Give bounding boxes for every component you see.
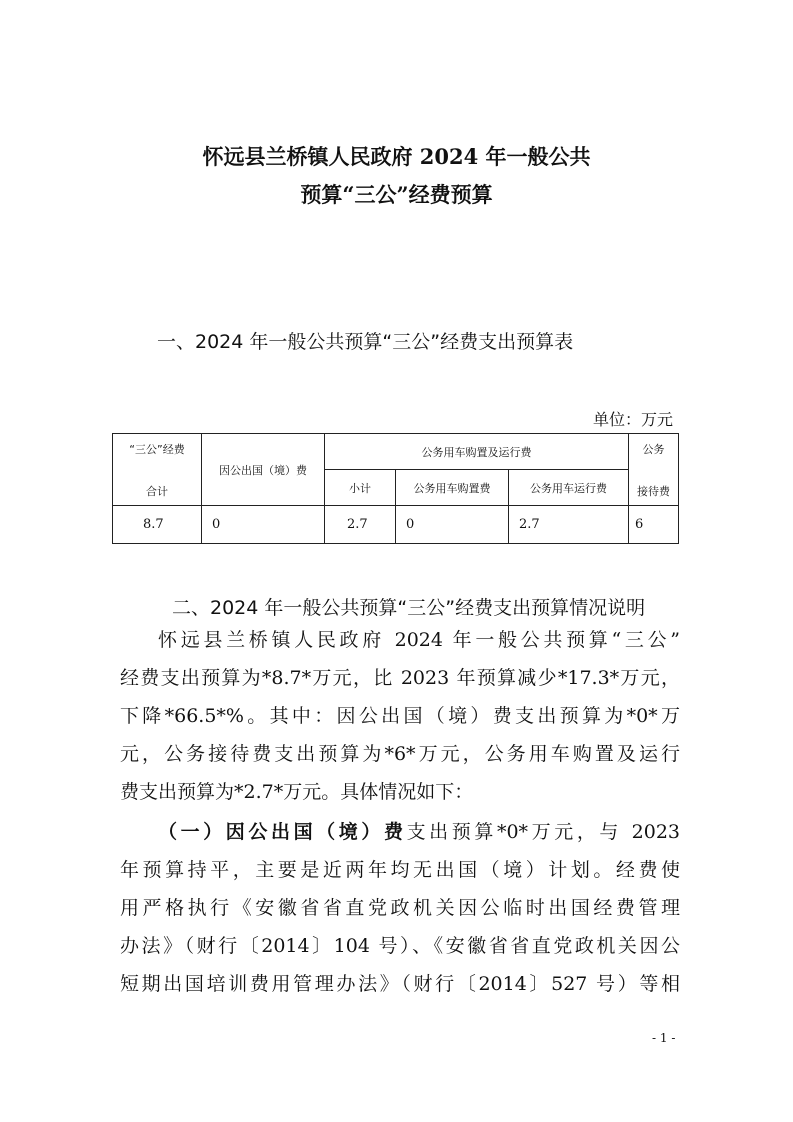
paragraph-2-line: 年预算持平，主要是近两年均无出国（境）计划。经费使 bbox=[120, 859, 680, 881]
value-subtotal: 2.7 bbox=[325, 506, 396, 544]
header-reception-cell bbox=[629, 434, 679, 506]
paragraph-1 bbox=[120, 621, 680, 811]
paragraph-1-line: 怀远县兰桥镇人民政府 2024 年一般公共预算“三公” bbox=[158, 629, 680, 651]
header-vehicle-group: 公务用车购置及运行费 bbox=[325, 434, 629, 470]
section2-heading: 二、2024 年一般公共预算“三公”经费支出预算情况说明 bbox=[172, 597, 646, 619]
paragraph-1-line: 费支出预算为*2.7*万元。具体情况如下： bbox=[120, 781, 474, 803]
value-vehicle-operation: 2.7 bbox=[509, 506, 629, 544]
paragraph-2-first-line bbox=[120, 813, 680, 851]
header-vehicle-operation: 公务用车运行费 bbox=[509, 470, 629, 506]
header-subtotal: 小计 bbox=[325, 470, 396, 506]
paragraph-2-line: 用严格执行《安徽省省直党政机关因公临时出国经费管理 bbox=[120, 897, 680, 919]
header-total-top: “三公”经费 bbox=[129, 442, 185, 456]
header-total-bottom: 合计 bbox=[146, 484, 168, 498]
table-row bbox=[113, 506, 679, 544]
paragraph-2-line: 短期出国培训费用管理办法》（财行〔2014〕527 号）等相 bbox=[120, 973, 680, 995]
header-total-cell bbox=[113, 434, 202, 506]
value-total: 8.7 bbox=[113, 506, 202, 544]
paragraph-1-line: 下降*66.5*%。其中：因公出国（境）费支出预算为*0*万 bbox=[120, 705, 680, 727]
document-title-line1: 怀远县兰桥镇人民政府 2024 年一般公共 bbox=[202, 144, 591, 169]
paragraph-2 bbox=[120, 813, 680, 1003]
unit-label: 单位：万元 bbox=[592, 410, 673, 429]
value-vehicle-purchase: 0 bbox=[396, 506, 509, 544]
paragraph-2-bold-lead: （一）因公出国（境）费 bbox=[158, 821, 407, 843]
budget-table bbox=[112, 433, 679, 544]
document-title-line2: 预算“三公”经费预算 bbox=[300, 182, 493, 207]
paragraph-2-first-rest: 支出预算*0*万元，与 2023 bbox=[406, 821, 680, 843]
section1-heading: 一、2024 年一般公共预算“三公”经费支出预算表 bbox=[157, 331, 574, 353]
paragraph-1-line: 元，公务接待费支出预算为*6*万元，公务用车购置及运行 bbox=[120, 743, 680, 765]
header-abroad: 因公出国（境）费 bbox=[202, 434, 325, 506]
paragraph-2-line: 办法》（财行〔2014〕104 号）、《安徽省省直党政机关因公 bbox=[120, 935, 680, 957]
page-number: - 1 - bbox=[652, 1031, 676, 1045]
value-reception: 6 bbox=[629, 506, 679, 544]
value-abroad: 0 bbox=[202, 506, 325, 544]
paragraph-1-line: 经费支出预算为*8.7*万元，比 2023 年预算减少*17.3*万元， bbox=[120, 667, 680, 689]
header-reception-bottom: 接待费 bbox=[637, 484, 670, 498]
header-vehicle-purchase: 公务用车购置费 bbox=[396, 470, 509, 506]
header-reception-top: 公务 bbox=[642, 442, 665, 456]
